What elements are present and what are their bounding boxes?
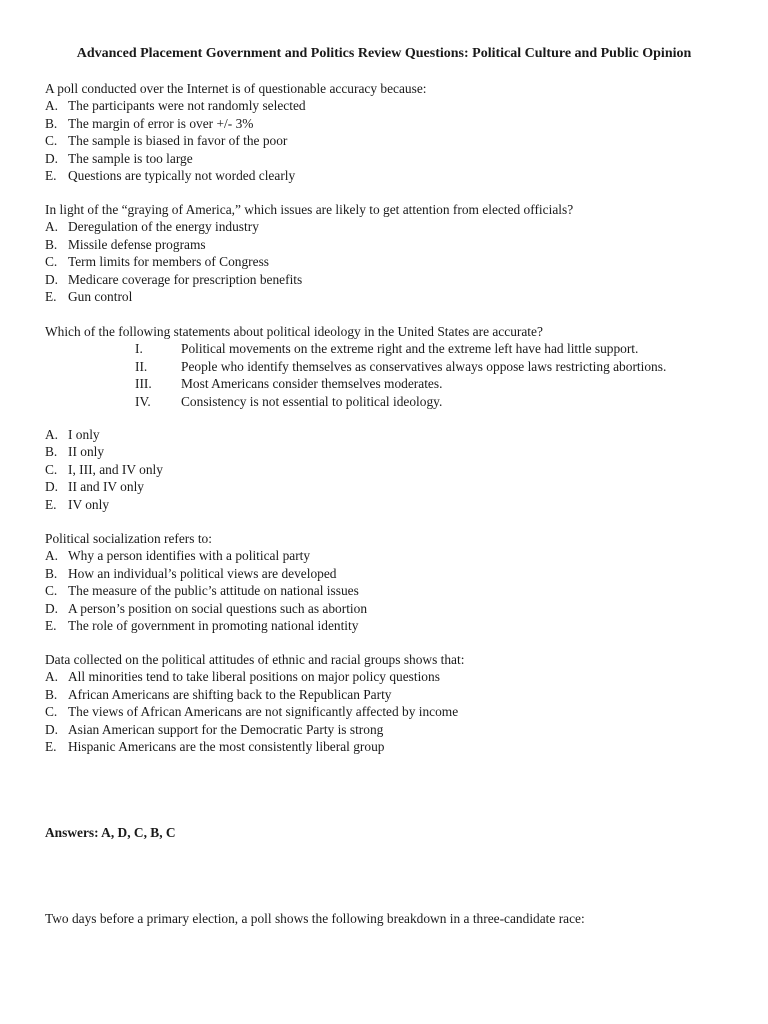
answer-option: C. I, III, and IV only bbox=[45, 461, 163, 477]
roman-statement: I. Political movements on the extreme right and the extreme left have had little support. bbox=[135, 341, 639, 357]
answer-option: E. Questions are typically not worded clearly bbox=[45, 168, 296, 184]
answer-option: B. African Americans are shifting back to the Republican Party bbox=[45, 686, 392, 702]
answer-option: D. II and IV only bbox=[45, 479, 144, 495]
answer-option: A. Deregulation of the energy industry bbox=[45, 219, 259, 235]
answer-option: D. The sample is too large bbox=[45, 150, 193, 166]
answer-key: Answers: A, D, C, B, C bbox=[45, 825, 176, 840]
answer-option: E. Hispanic Americans are the most consistently liberal group bbox=[45, 739, 385, 755]
answer-option: D. Asian American support for the Democratic Party is strong bbox=[45, 721, 384, 737]
answer-option: E. The role of government in promoting national identity bbox=[45, 618, 359, 634]
answer-option: C. Term limits for members of Congress bbox=[45, 254, 270, 270]
roman-statement-list bbox=[45, 340, 745, 410]
answer-option: E. IV only bbox=[45, 496, 110, 512]
roman-statement: III. Most Americans consider themselves moderates. bbox=[135, 376, 443, 392]
question-stem: In light of the “graying of America,” which issues are likely to get attention from elected officials? bbox=[45, 202, 574, 217]
question-stem: A poll conducted over the Internet is of questionable accuracy because: bbox=[45, 81, 427, 96]
answer-option: A. All minorities tend to take liberal positions on major policy questions bbox=[45, 669, 440, 685]
question-stem: Which of the following statements about political ideology in the United States are accurate? bbox=[45, 324, 543, 339]
question-stem: Political socialization refers to: bbox=[45, 531, 212, 546]
answer-option: E. Gun control bbox=[45, 289, 133, 305]
roman-statement: IV. Consistency is not essential to political ideology. bbox=[135, 393, 443, 409]
answer-option: A. I only bbox=[45, 427, 100, 442]
question-4 bbox=[45, 530, 745, 634]
question-stem: Data collected on the political attitudes of ethnic and racial groups shows that: bbox=[45, 652, 465, 667]
answer-option: D. Medicare coverage for prescription benefits bbox=[45, 271, 303, 287]
answer-option: B. How an individual’s political views are developed bbox=[45, 565, 337, 581]
answer-option: C. The sample is biased in favor of the poor bbox=[45, 133, 288, 149]
next-question-stem: Two days before a primary election, a poll shows the following breakdown in a three-candidate race: bbox=[45, 911, 585, 926]
answer-option: B. Missile defense programs bbox=[45, 236, 206, 252]
answer-option: C. The measure of the public’s attitude on national issues bbox=[45, 583, 359, 599]
question-1 bbox=[45, 80, 745, 184]
answer-option: C. The views of African Americans are not significantly affected by income bbox=[45, 704, 459, 720]
answer-option: B. II only bbox=[45, 444, 105, 460]
question-5 bbox=[45, 651, 745, 755]
roman-statement: II. People who identify themselves as conservatives always oppose laws restricting abortions. bbox=[135, 358, 667, 374]
document-title: Advanced Placement Government and Politics Review Questions: Political Culture and Public Opinion bbox=[76, 46, 692, 61]
answer-option: B. The margin of error is over +/- 3% bbox=[45, 115, 254, 131]
answer-option: A. The participants were not randomly selected bbox=[45, 98, 306, 114]
answer-option: A. Why a person identifies with a political party bbox=[45, 548, 311, 564]
question-2 bbox=[45, 201, 745, 305]
answer-option: D. A person’s position on social questions such as abortion bbox=[45, 600, 368, 616]
question-3-options bbox=[45, 426, 745, 513]
question-3 bbox=[45, 323, 745, 410]
